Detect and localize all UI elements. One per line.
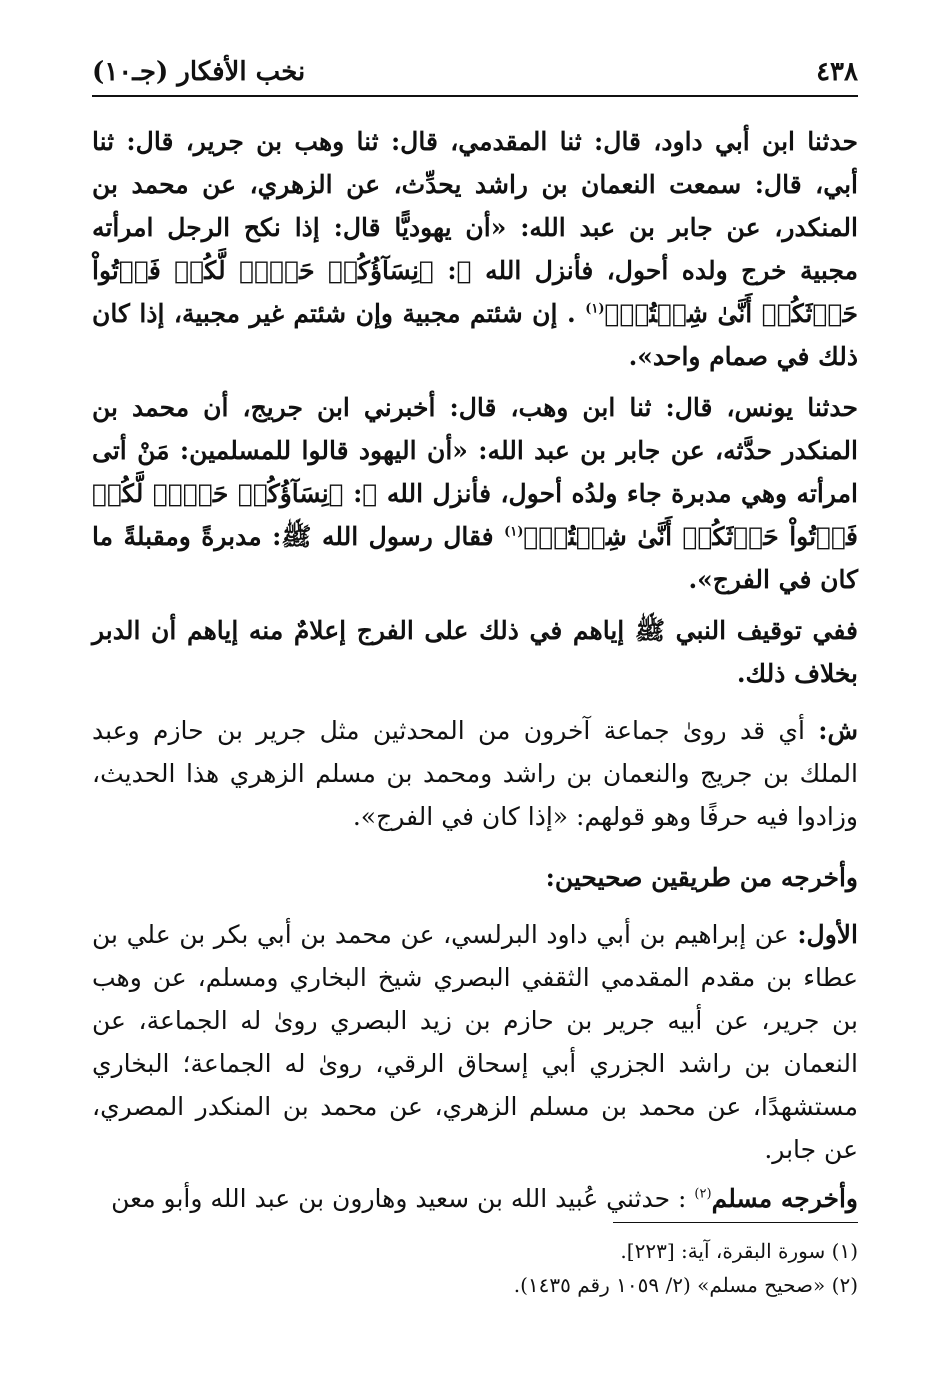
first-path-text: عن إبراهيم بن أبي داود البرلسي، عن محمد بن أبي بكر بن علي بن عطاء بن مقدم المقدمي الثقفي البصري شيخ البخاري ومسلم، عن وهب بن جرير، عن أبيه جرير بن حازم بن زيد البصري روىٰ له الجماعة، عن النعمان بن راشد الجزري أبي إسحاق الرقي، روىٰ له الجماعة؛ البخاري مستشهدًا، عن محمد بن مسلم الزهري، عن محمد بن المنكدر المصري، عن جابر.	[92, 920, 858, 1164]
conclusion-text: ففي توقيف النبي ﷺ إياهم في ذلك على الفرج إعلامٌ منه إياهم أن الدبر بخلاف ذلك.	[92, 616, 858, 688]
footnotes	[92, 1234, 858, 1302]
section-heading: وأخرجه من طريقين صحيحين:	[545, 863, 858, 892]
hadith-paragraph	[92, 120, 858, 378]
second-path-text: : حدثني عُبيد الله بن سعيد وهارون بن عبد الله وأبو معن	[111, 1184, 687, 1213]
footnote-ref: (٢)	[694, 1186, 712, 1202]
header-divider	[92, 95, 858, 97]
hadith-text: حدثنا يونس، قال: ثنا ابن وهب، قال: أخبرني ابن جريج، أن محمد بن المنكدر حدَّثه، عن جابر بن عبد الله: «أن اليهود قالوا للمسلمين: مَنْ أتى امرأته وهي مدبرة جاء ولدُه أحول، فأنزل الله ﷻ: ﴿نِسَآؤُكُمۡ حَرۡثٞ لَّكُمۡ فَأۡتُواْ حَرۡثَكُمۡ أَنَّىٰ شِئۡتُمۡ﴾	[92, 393, 858, 551]
book-title: نخب الأفكار (جـ١٠)	[92, 57, 306, 87]
hadith-text: حدثنا ابن أبي داود، قال: ثنا المقدمي، قال: ثنا وهب بن جرير، قال: ثنا أبي، قال: سمعت النعمان بن راشد يحدِّث، عن الزهري، عن محمد بن المنكدر، عن جابر بن عبد الله: «أن يهوديًّا قال: إذا نكح الرجل امرأته مجبية خرج ولده أحول، فأنزل الله ﷻ: ﴿نِسَآؤُكُمۡ حَرۡثٞ لَّكُمۡ فَأۡتُواْ حَرۡثَكُمۡ أَنَّىٰ شِئۡتُمۡ﴾	[92, 127, 858, 328]
footnote-ref: (١)	[585, 301, 605, 317]
hadith-text-cont: فقال رسول الله ﷺ: مدبرةً ومقبلةً ما كان في الفرج».	[92, 522, 858, 594]
footnote-1: (١) سورة البقرة، آية: [٢٢٣].	[620, 1239, 858, 1263]
running-header	[92, 52, 858, 92]
first-path-label: الأول:	[797, 920, 858, 949]
conclusion-paragraph	[92, 609, 858, 695]
second-path-paragraph	[92, 1177, 858, 1220]
footnote-divider	[613, 1222, 858, 1223]
hadith-text-cont: . إن شئتم مجبية وإن شئتم غير مجبية، إذا كان ذلك في صمام واحد».	[92, 299, 858, 371]
page-number: ٤٣٨	[816, 57, 858, 87]
hadith-paragraph	[92, 386, 858, 601]
footnote-2: (٢) «صحيح مسلم» (٢/ ١٠٥٩ رقم ١٤٣٥).	[513, 1273, 858, 1297]
commentary-paragraph	[92, 709, 858, 838]
second-path-label: وأخرجه مسلم	[711, 1184, 858, 1213]
first-path-paragraph	[92, 913, 858, 1171]
footnote-ref: (١)	[504, 524, 524, 540]
page-body	[92, 120, 858, 1220]
commentary-label: ش:	[818, 716, 858, 745]
commentary-text: أي قد روىٰ جماعة آخرون من المحدثين مثل جرير بن حازم وعبد الملك بن جريج والنعمان بن راشد ومحمد بن مسلم الزهري هذا الحديث، وزادوا فيه حرفًا وهو قولهم: «إذا كان في الفرج».	[92, 716, 858, 831]
